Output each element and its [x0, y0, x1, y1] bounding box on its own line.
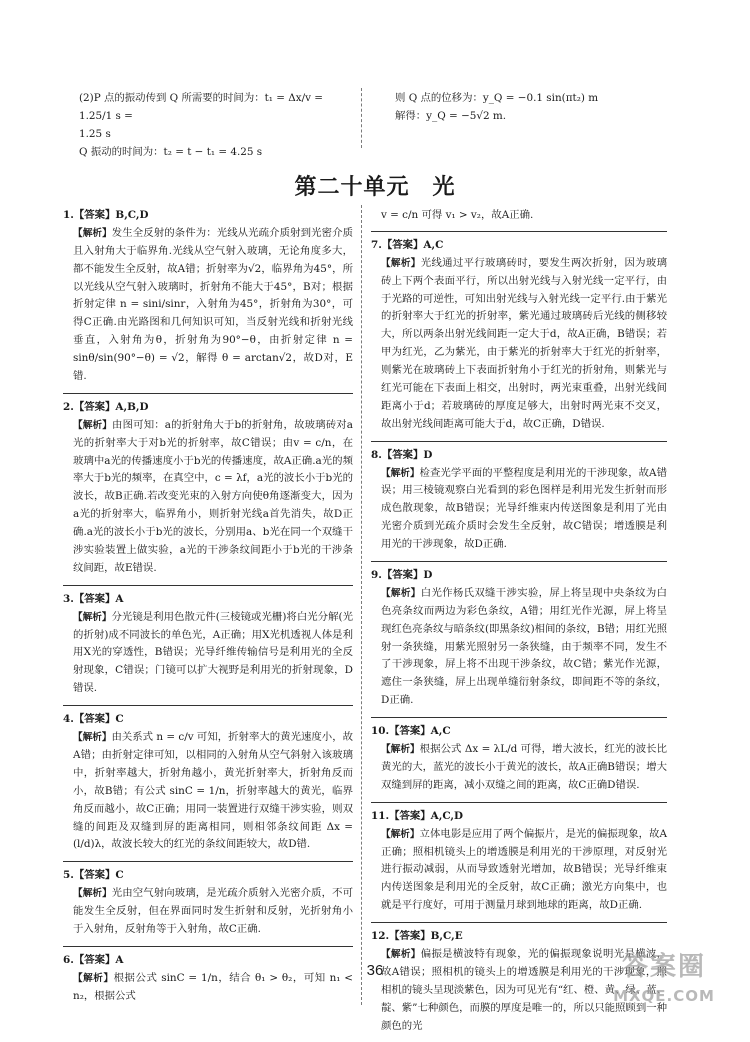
answer-item-3 — [63, 591, 353, 698]
analysis-text: 【解析】偏振是横波特有现象，光的偏振现象说明光是横波，故A错误；照相机的镜头上的增透膜是利用光的干涉现象，照相机的镜头呈现淡紫色，因为可见光有“红、橙、黄、绿、蓝、靛、紫”七种颜色，而膜的厚度是唯一的，所以只能照顾到一种颜色的光 — [381, 947, 668, 1032]
answer-item-7 — [371, 237, 667, 434]
analysis-text: 【解析】检查光学平面的平整程度是利用光的干涉现象，故A错误；用三棱镜观察白光看到的彩色图样是利用光发生折射而形成色散现象，故B错误；光导纤维束内传送图象是利用了光由光密介质到光疏介质时会发生全反射，故C错误；增透膜是利用光的干涉现象，故D正确. — [381, 466, 667, 551]
previous-unit-answer-left — [79, 90, 354, 162]
analysis-text: 【解析】白光作杨氏双缝干涉实验，屏上将呈现中央条纹为白色亮条纹而两边为彩色条纹，A错；用红光作光源，屏上将呈现红色亮条纹与暗条纹(即黑条纹)相间的条纹，B错；用红光照射一条狭缝，用紫光照射另一条狭缝，由于频率不同，发生不了干涉现象，屏上将不出现干涉条纹，故C错；紫光作光源，遮住一条狭缝，屏上出现单缝衍射条纹，即间距不等的条纹，D正确. — [381, 586, 668, 707]
answer-line: 1.【答案】B,C,D — [63, 209, 149, 221]
answer-line: 4.【答案】C — [63, 713, 124, 726]
watermark-url: MXQE.COM — [613, 987, 715, 1005]
analysis-text: 【解析】光由空气射向玻璃，是光疏介质射入光密介质，不可能发生全反射，但在界面同时发生折射和反射，光折射角小于入射角，反射角等于入射角，故C正确. — [73, 887, 353, 935]
item-separator — [63, 585, 353, 586]
answer-item-10 — [371, 723, 667, 795]
analysis-tag: 【解析】 — [381, 467, 420, 479]
analysis-tag: 【解析】 — [381, 828, 420, 840]
analysis-tag: 【解析】 — [381, 257, 421, 269]
text-line: (2)P 点的振动传到 Q 所需要的时间为：t₁ = Δx/v = 1.25/1 s = — [79, 92, 324, 122]
answer-line: 6.【答案】A — [63, 953, 124, 966]
item-separator — [371, 441, 667, 442]
answer-column-left — [63, 207, 353, 1013]
analysis-tag: 【解析】 — [73, 611, 112, 623]
analysis-text: 【解析】由关系式 n = c/v 可知，折射率大的黄光速度小，故A错；由折射定律可知，以相同的入射角从空气斜射入该玻璃中，折射率越大，折射角越小，黄光折射率大，折射角反而小，故B错；有公式 sinC = 1/n，折射率越大的黄光，临界角反而越小，故C正确；用同一装置进行双缝干涉实验，则双缝的间距及双缝到屏的距离相同，则相邻条纹间距 Δx = (l/d)λ，故波长较大的红光的条纹间距较大，故D错. — [73, 731, 353, 851]
analysis-tag: 【解析】 — [73, 419, 113, 431]
watermark-text: 答案圈 — [621, 952, 706, 982]
answer-item-5 — [63, 867, 353, 939]
item-separator — [371, 922, 667, 923]
answer-line: 7.【答案】A,C — [371, 238, 444, 251]
analysis-text: 【解析】发生全反射的条件为：光线从光疏介质射到光密介质且入射角大于临界角.光线从空气射入玻璃，无论角度多大，都不能发生全反射，故A错；折射率为√2，临界角为45°，所以光线从空气射入玻璃时，折射角不能大于45°，B对；根据折射定律 n = sini/sinr，入射角为45°，折射角为30°，可得C正确.由光路图和几何知识可知，当反射光线和折射光线垂直，入射角为θ，折射角为90°−θ，由折射定律 n = sinθ/sin(90°−θ) = √2，解得 θ = arctan√2，故D对，E错. — [73, 226, 353, 383]
continued-text: v = c/n 可得 v₁ > v₂，故A正确. — [381, 209, 534, 221]
answer-line: 2.【答案】A,B,D — [63, 400, 149, 413]
item-separator — [371, 802, 667, 803]
column-divider — [361, 205, 362, 1005]
text-line: Q 振动的时间为：t₂ = t − t₁ = 4.25 s — [79, 145, 263, 158]
analysis-text: 【解析】立体电影是应用了两个偏振片，是光的偏振现象，故A正确；照相机镜头上的增透膜是利用光的干涉原理，对反射光进行振动减弱，从而导致透射光增加，故B错误；光导纤维束内传送图象是利用光的全反射，故C正确；激光方向集中，也就是平行度好，可用于测量月球到地球的距离，故D正确. — [381, 827, 667, 912]
previous-unit-answer-right — [395, 90, 685, 126]
watermark-logo — [600, 948, 728, 1014]
analysis-tag: 【解析】 — [381, 948, 421, 960]
analysis-text: 【解析】根据公式 sinC = 1/n，结合 θ₁ > θ₂，可知 n₁ < n₂，根据公式 — [73, 971, 354, 1002]
item-separator — [63, 946, 353, 947]
analysis-tag: 【解析】 — [381, 587, 421, 599]
page-number: 36 — [366, 962, 384, 979]
analysis-tag: 【解析】 — [73, 227, 112, 239]
answer-item-1 — [63, 207, 353, 386]
answer-line: 12.【答案】B,C,E — [371, 930, 463, 943]
answer-item-9 — [371, 567, 667, 710]
answer-line: 3.【答案】A — [63, 592, 124, 605]
analysis-text: 【解析】分光镜是利用色散元件(三棱镜或光栅)将白光分解(光的折射)成不同波长的单色光，A正确；用X光机透视人体是利用X光的穿透性，B错误；光导纤维传输信号是利用光的全反射现象，C错误；门镜可以扩大视野是利用光的折射现象，D错误. — [73, 610, 353, 695]
analysis-text: 【解析】光线通过平行玻璃砖时，要发生两次折射，因为玻璃砖上下两个表面平行，所以出射光线与入射光线一定平行，由于光路的可逆性，可知出射光线与入射光线一定平行.由于紫光的折射率大于红光的折射率，紫光通过玻璃砖后光线的侧移较大，所以两条出射光线间距一定大于d，故A正确，B错误；若甲为红光，乙为紫光，由于紫光的折射率大于红光的折射率，则紫光在玻璃砖上下表面折射角小于红光的折射角，则紫光与红光可能在下表面上相交，出射时，两光束重叠，出射光线间距离小于d；若玻璃砖的厚度足够大，出射时两光束不交叉，故出射光线间距离可能大于d，故C正确，D错误. — [381, 256, 668, 430]
answer-item-8 — [371, 447, 667, 554]
answer-line: 10.【答案】A,C — [371, 725, 451, 738]
item-separator — [371, 561, 667, 562]
answer-line: 9.【答案】D — [371, 569, 433, 582]
answer-line: 5.【答案】C — [63, 869, 124, 882]
item-separator — [63, 861, 353, 862]
answer-line: 8.【答案】D — [371, 448, 433, 461]
analysis-tag: 【解析】 — [73, 972, 114, 984]
answer-item-4 — [63, 711, 353, 854]
analysis-text: 【解析】由图可知：a的折射角大于b的折射角，故玻璃砖对a光的折射率大于对b光的折射率，故C错误；由v = c/n，在玻璃中a光的传播速度小于b光的传播速度，故A正确.a光的频率大于b光的频率，在真空中，c = λf，a光的波长小于b光的波长，故B正确.若改变光束的入射方向使θ角逐渐变大，因为a光的折射率大，临界角小，则折射光线a首先消失，故D正确.a光的波长小于b光的波长，分别用a、b光在同一个双缝干涉实验装置上做实验，a光的干涉条纹间距小于b光的干涉条纹间距，故E错误. — [73, 418, 354, 574]
analysis-tag: 【解析】 — [73, 888, 112, 900]
answer-item-2 — [63, 399, 353, 578]
item-separator — [63, 705, 353, 706]
column-divider — [361, 88, 362, 148]
item-separator — [63, 393, 353, 394]
unit-title: 第二十单元 光 — [294, 175, 456, 200]
text-line: 解得：y_Q = −5√2 m. — [395, 109, 507, 122]
answer-column-right — [371, 207, 667, 1042]
analysis-tag: 【解析】 — [381, 744, 420, 756]
item-separator — [371, 717, 667, 718]
item-separator — [371, 231, 667, 232]
analysis-tag: 【解析】 — [73, 732, 112, 744]
analysis-text: 【解析】根据公式 Δx = λL/d 可得，增大波长，红光的波长比黄光的大，蓝光的波长小于黄光的波长，故A正确B错误；增大双缝到屏的距离，减小双缝之间的距离，故C正确D错误. — [381, 743, 668, 791]
answer-item-11 — [371, 808, 667, 915]
text-line: 1.25 s — [79, 127, 111, 140]
text-line: 则 Q 点的位移为：y_Q = −0.1 sin(πt₂) m — [395, 92, 599, 104]
answer-line: 11.【答案】A,C,D — [371, 809, 464, 822]
